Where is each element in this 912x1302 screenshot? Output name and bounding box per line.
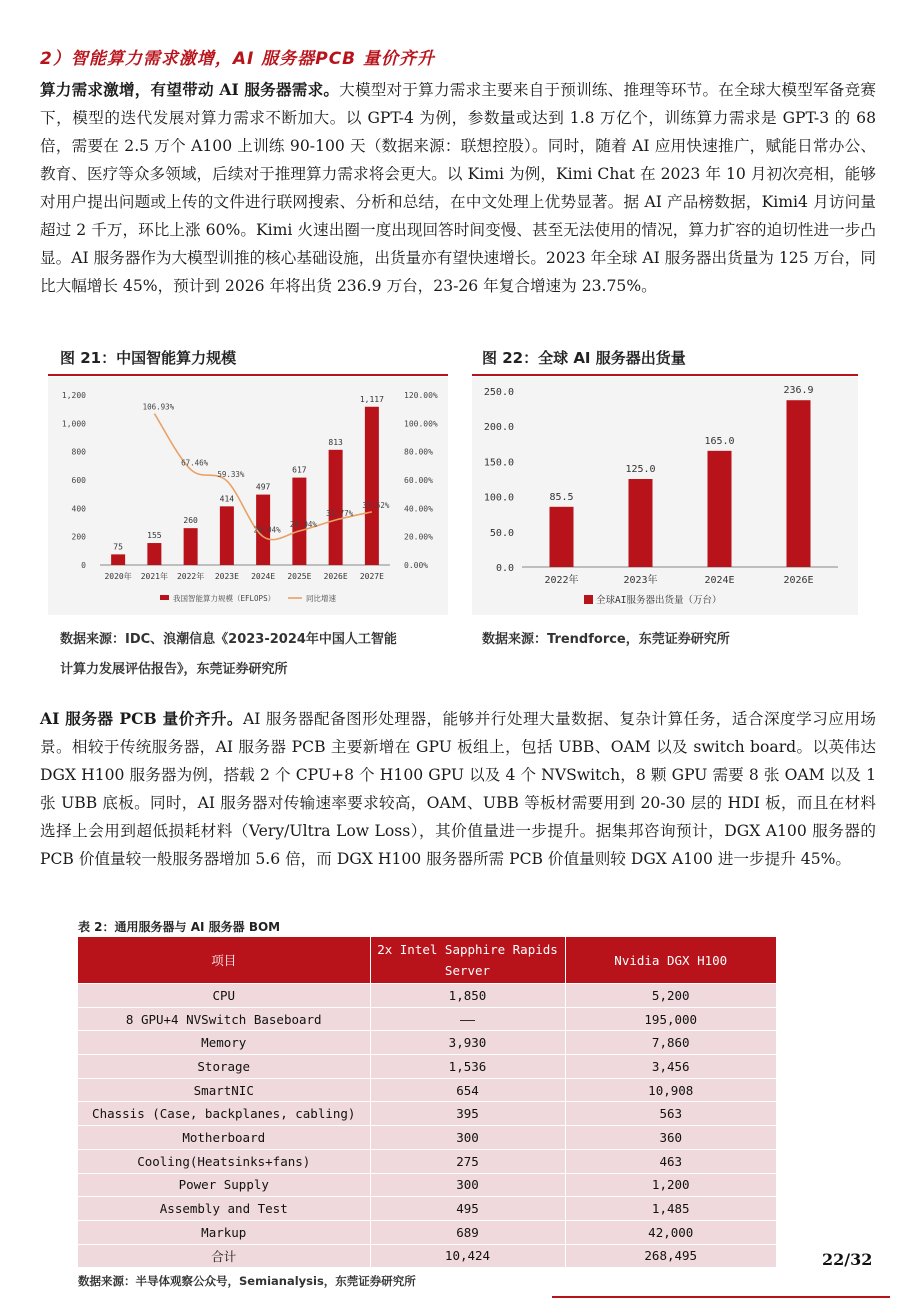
y-tick-label: 50.0 bbox=[489, 527, 514, 539]
bar-data-label: 85.5 bbox=[549, 491, 574, 503]
y2-tick-label: 120.00% bbox=[404, 391, 438, 400]
x-tick-label: 2022年 bbox=[544, 575, 579, 586]
table-header-item: 项目 bbox=[78, 937, 370, 984]
y-tick-label: 200.0 bbox=[483, 422, 514, 434]
line-data-label: 59.33% bbox=[217, 469, 245, 479]
table-row bbox=[78, 1220, 776, 1244]
table-cell-ai-server: 268,495 bbox=[565, 1244, 776, 1267]
chart-global-ai-server-shipments bbox=[472, 377, 858, 615]
table-cell-general-server: 495 bbox=[370, 1197, 565, 1221]
bar-data-label: 165.0 bbox=[704, 435, 735, 447]
table-row bbox=[78, 1197, 776, 1221]
table-cell-general-server: 1,850 bbox=[370, 984, 565, 1008]
table-cell-ai-server: 3,456 bbox=[565, 1055, 776, 1079]
x-tick-label: 2023E bbox=[214, 572, 239, 581]
bar-data-label: 260 bbox=[183, 516, 198, 526]
figure-22-source: 数据来源：Trendforce，东莞证券研究所 bbox=[482, 632, 730, 647]
y2-tick-label: 100.00% bbox=[404, 419, 438, 429]
bar-data-label: 125.0 bbox=[625, 464, 656, 475]
table-cell-item: Power Supply bbox=[78, 1173, 370, 1197]
y2-tick-label: 40.00% bbox=[404, 504, 433, 514]
bar bbox=[184, 528, 198, 565]
figure-21-source-line-2: 计算力发展评估报告》，东莞证券研究所 bbox=[60, 662, 288, 677]
chart-china-compute-scale bbox=[48, 377, 448, 615]
table-title: 表 2：通用服务器与 AI 服务器 BOM bbox=[78, 920, 281, 934]
paragraph-lead: AI 服务器 PCB 量价齐升。 bbox=[40, 709, 243, 728]
y2-tick-label: 0.00% bbox=[404, 561, 429, 570]
bar bbox=[220, 506, 234, 565]
table-body bbox=[78, 984, 776, 1268]
legend-bar-swatch bbox=[584, 595, 593, 604]
table-cell-item: Cooling(Heatsinks+fans) bbox=[78, 1149, 370, 1173]
y2-tick-label: 80.00% bbox=[404, 447, 433, 457]
paragraph-pcb bbox=[40, 705, 876, 873]
line-data-label: 37.52% bbox=[362, 500, 390, 510]
section-title: 2）智能算力需求激增，AI 服务器PCB 量价齐升 bbox=[40, 49, 436, 69]
legend-bar-label: 全球AI服务器出货量（万台） bbox=[596, 595, 722, 606]
table-cell-general-server: 654 bbox=[370, 1078, 565, 1102]
table-cell-item: 8 GPU+4 NVSwitch Baseboard bbox=[78, 1007, 370, 1031]
legend-bar-swatch bbox=[160, 595, 169, 600]
x-tick-label: 2024E bbox=[251, 572, 276, 581]
table-cell-ai-server: 10,908 bbox=[565, 1078, 776, 1102]
x-tick-label: 2025E bbox=[287, 572, 312, 581]
table-cell-item: CPU bbox=[78, 984, 370, 1008]
table-row bbox=[78, 1102, 776, 1126]
paragraph-body: 大模型对于算力需求主要来自于预训练、推理等环节。在全球大模型军备竞赛下，模型的迭代发展对算力需求不断加大。以 GPT-4 为例，参数量或达到 1.8 万亿个，训练算力需求是 GPT-3 的 68 倍，需要在 2.5 万个 A100 上训练 90-100 天（数据来源：联想控股）。同时，随着 AI 应用快速推广，赋能日常办公、教育、医疗等众多领域，后续对于推理算力需求将会更大。以 Kimi 为例，Kimi Chat 在 2023 年 10 月初次亮相，能够对用户提出问题或上传的文件进行联网搜索、分析和总结，在中文处理上优势显著。据 AI 产品榜数据，Kimi4 月访问量超过 2 千万，环比上涨 60%。Kimi 火速出圈一度出现回答时间变慢、甚至无法使用的情况，算力扩容的迫切性进一步凸显。AI 服务器作为大模型训推的核心基础设施，出货量亦有望快速增长。2023 年全球 AI 服务器出货量为 125 万台，同比大幅增长 45%，预计到 2026 年将出货 236.9 万台，23-26 年复合增速为 23.75%。 bbox=[40, 81, 876, 295]
figure-22-title: 图 22：全球 AI 服务器出货量 bbox=[482, 349, 686, 367]
figure-21-source-line-1: 数据来源：IDC、浪潮信息《2023-2024年中国人工智能 bbox=[60, 632, 397, 647]
bar bbox=[111, 554, 125, 565]
table-cell-general-server: 689 bbox=[370, 1220, 565, 1244]
table-cell-ai-server: 1,200 bbox=[565, 1173, 776, 1197]
table-cell-general-server: 275 bbox=[370, 1149, 565, 1173]
table-row bbox=[78, 1007, 776, 1031]
y-tick-label: 400 bbox=[71, 504, 86, 514]
table-cell-general-server: 300 bbox=[370, 1126, 565, 1150]
bar-data-label: 75 bbox=[113, 542, 123, 552]
table-cell-ai-server: 563 bbox=[565, 1102, 776, 1126]
table-cell-item: SmartNIC bbox=[78, 1078, 370, 1102]
y-tick-label: 600 bbox=[71, 476, 86, 485]
legend-line-label: 同比增速 bbox=[306, 594, 336, 603]
table-cell-item: Chassis (Case, backplanes, cabling) bbox=[78, 1102, 370, 1126]
line-data-label: 20.04% bbox=[253, 525, 281, 535]
bar-data-label: 813 bbox=[328, 437, 343, 447]
bar bbox=[329, 450, 343, 565]
table-cell-item: Assembly and Test bbox=[78, 1197, 370, 1221]
figure-22-chart-area bbox=[472, 377, 858, 615]
table-cell-ai-server: 1,485 bbox=[565, 1197, 776, 1221]
table-row bbox=[78, 984, 776, 1008]
table-cell-ai-server: 42,000 bbox=[565, 1220, 776, 1244]
y-tick-label: 800 bbox=[71, 447, 86, 457]
table-source: 数据来源：半导体观察公众号，Semianalysis，东莞证券研究所 bbox=[78, 1274, 416, 1288]
table-cell-item: Markup bbox=[78, 1220, 370, 1244]
y-tick-label: 1,000 bbox=[61, 419, 86, 429]
bar bbox=[147, 543, 161, 565]
y2-tick-label: 20.00% bbox=[404, 532, 433, 542]
y-tick-label: 1,200 bbox=[61, 391, 86, 400]
x-tick-label: 2026E bbox=[323, 572, 348, 581]
bom-table bbox=[78, 937, 776, 1267]
figure-21-chart-area bbox=[48, 377, 448, 615]
table-cell-general-server: 10,424 bbox=[370, 1244, 565, 1267]
paragraph-compute-demand bbox=[40, 76, 876, 300]
y2-tick-label: 60.00% bbox=[404, 476, 433, 485]
table-cell-general-server: 3,930 bbox=[370, 1031, 565, 1055]
paragraph-lead: 算力需求激增，有望带动 AI 服务器需求。 bbox=[40, 80, 340, 99]
bar-data-label: 155 bbox=[147, 531, 162, 541]
bar bbox=[550, 507, 574, 567]
line-data-label: 31.77% bbox=[326, 508, 354, 518]
y-tick-label: 100.0 bbox=[483, 492, 514, 504]
figure-21-source bbox=[60, 625, 397, 685]
table-row bbox=[78, 1031, 776, 1055]
table-row bbox=[78, 1126, 776, 1150]
line-data-label: 24.04% bbox=[289, 519, 317, 529]
line-data-label: 67.46% bbox=[181, 458, 209, 468]
x-tick-label: 2023年 bbox=[623, 575, 658, 586]
table-row bbox=[78, 1078, 776, 1102]
table-cell-ai-server: 5,200 bbox=[565, 984, 776, 1008]
bar-data-label: 1,117 bbox=[359, 394, 384, 404]
table-cell-ai-server: 195,000 bbox=[565, 1007, 776, 1031]
table-cell-item: 合计 bbox=[78, 1244, 370, 1267]
y-tick-label: 0.0 bbox=[495, 563, 514, 574]
table-header-row bbox=[78, 937, 776, 984]
table-cell-ai-server: 463 bbox=[565, 1149, 776, 1173]
line-data-label: 106.93% bbox=[142, 402, 175, 412]
page-number: 22/32 bbox=[822, 1250, 873, 1269]
bar bbox=[708, 451, 732, 567]
y-tick-label: 200 bbox=[71, 532, 86, 542]
x-tick-label: 2022年 bbox=[176, 572, 205, 581]
x-tick-label: 2021年 bbox=[140, 572, 169, 581]
table-row bbox=[78, 1244, 776, 1267]
table-row bbox=[78, 1149, 776, 1173]
figure-21-rule bbox=[48, 374, 448, 376]
table-cell-general-server: —— bbox=[370, 1007, 565, 1031]
table-header-general-server: 2x Intel Sapphire Rapids Server bbox=[370, 937, 565, 984]
table-cell-ai-server: 360 bbox=[565, 1126, 776, 1150]
table-cell-general-server: 300 bbox=[370, 1173, 565, 1197]
y-tick-label: 150.0 bbox=[483, 457, 514, 469]
table-cell-general-server: 1,536 bbox=[370, 1055, 565, 1079]
figure-22-rule bbox=[472, 374, 858, 376]
x-tick-label: 2026E bbox=[783, 575, 814, 586]
bar bbox=[629, 479, 653, 567]
table-row bbox=[78, 1173, 776, 1197]
bar-data-label: 236.9 bbox=[783, 385, 814, 397]
y-tick-label: 0 bbox=[81, 561, 86, 570]
table-header-ai-server: Nvidia DGX H100 bbox=[565, 937, 776, 984]
bar-data-label: 414 bbox=[219, 494, 235, 504]
table-cell-item: Motherboard bbox=[78, 1126, 370, 1150]
table-cell-item: Memory bbox=[78, 1031, 370, 1055]
figure-21-title: 图 21：中国智能算力规模 bbox=[60, 349, 237, 367]
table-row bbox=[78, 1055, 776, 1079]
table-cell-item: Storage bbox=[78, 1055, 370, 1079]
bar-data-label: 617 bbox=[292, 465, 307, 475]
table-cell-ai-server: 7,860 bbox=[565, 1031, 776, 1055]
legend-bar-label: 我国智能算力规模（EFLOPS） bbox=[173, 594, 276, 603]
x-tick-label: 2024E bbox=[704, 575, 735, 586]
y-tick-label: 250.0 bbox=[483, 387, 514, 398]
x-tick-label: 2027E bbox=[359, 572, 384, 581]
bar bbox=[787, 400, 811, 567]
x-tick-label: 2020年 bbox=[104, 572, 132, 581]
bar-data-label: 497 bbox=[255, 482, 271, 492]
table-cell-general-server: 395 bbox=[370, 1102, 565, 1126]
footer-rule bbox=[552, 1296, 890, 1298]
paragraph-body: AI 服务器配备图形处理器，能够并行处理大量数据、复杂计算任务，适合深度学习应用场景。相较于传统服务器，AI 服务器 PCB 主要新增在 GPU 板组上，包括 UBB、OAM 以及 switch board。以英伟达 DGX H100 服务器为例，搭载 2 个 CPU+8 个 H100 GPU 以及 4 个 NVSwitch，8 颗 GPU 需要 8 张 OAM 以及 1 张 UBB 底板。同时，AI 服务器对传输速率要求较高，OAM、UBB 等板材需要用到 20-30 层的 HDI 板，而且在材料选择上会用到超低损耗材料（Very/Ultra Low Loss），其价值量进一步提升。据集邦咨询预计，DGX A100 服务器的 PCB 价值量较一般服务器增加 5.6 倍，而 DGX H100 服务器所需 PCB 价值量则较 DGX A100 进一步提升 45%。 bbox=[40, 710, 876, 868]
bar bbox=[365, 407, 379, 565]
